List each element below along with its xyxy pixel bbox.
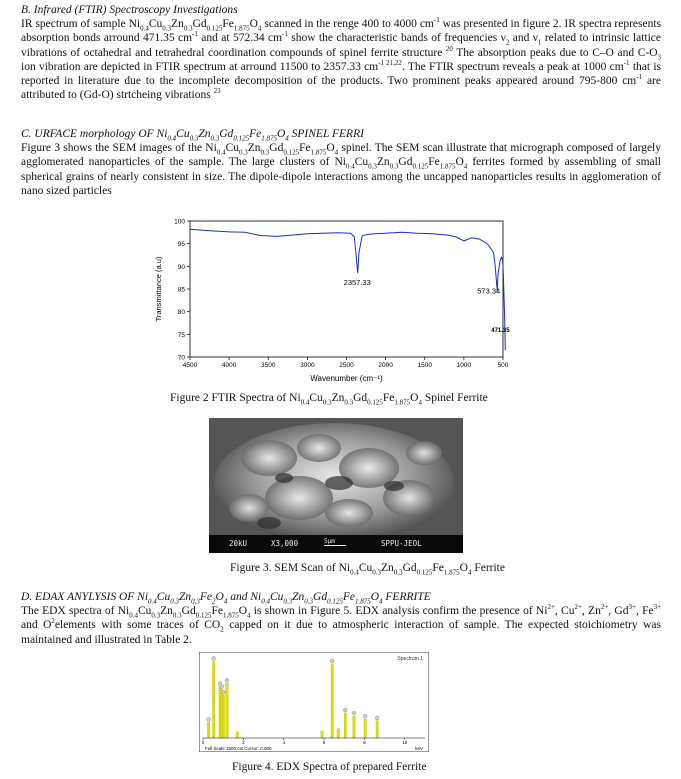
edx-chart-svg [199, 652, 429, 752]
ftir-xtick-label: 1500 [417, 362, 432, 369]
section-b-paragraph: IR spectrum of sample $Ni_{0.4}Cu_{0.3}Zn_{0.3}Gd_{0.125}Fe_{1.875}O_4$ scanned in the renge 400 to 4000 $cm^{-1}$ was presented in figure 2. IR spectra represents absorption bonds arround 471.35 $cm^{-1}$ and at 572.34 $cm^{-1}$ show the characteristic bands of frequencies $\nu_2$ and $\nu_1$ related to intrinsic lattice vibrations of octahedral and tetrahedral coordination compounds of spinel ferrite structure $^{20}$ The absorption peaks due to C–O and $C-O_3$ ion vibration are depicted in FTIR spectrum at arround 11500 to 2357.33 $cm^{-1 21,22}$. The FTIR spectrum reveals a peak at 1000 $cm^{-1}$ that is reported in literature due to the incomplete decomposition of the products. Two prominent peaks appeared around 795-800 $cm^{-1}$ are attributed to (Gd-O) strtcheing vibrations $^{23}$ [21, 16, 662, 102]
ftir-chart [148, 215, 523, 387]
edx-xtick-label: 0 [201, 740, 205, 745]
ftir-ytick-label: 95 [177, 241, 185, 249]
edx-peak-bar [222, 695, 224, 738]
edx-peak-marker [343, 708, 347, 712]
ftir-chart-svg [148, 215, 523, 387]
edx-peak-bar [212, 662, 214, 738]
edx-xtick-label: 10 [402, 740, 408, 745]
edx-peak-marker [221, 690, 225, 694]
ftir-yaxis-label: Transmittance (a.u) [154, 256, 163, 322]
section-d-paragraph: The EDX spectra of $Ni_{0.4}Cu_{0.3}Zn_{0.3}Gd_{0.125}Fe_{1.875}O_4$ is shown in Figure 5. EDX analysis confirm the presence of $Ni^{2+}$, $Cu^{2+}$, $Zn^{2+}$, $Gd^{3+}$, $Fe^{3+}$ and $O^2elements$ with some traces of $CO_2$ capped on it due to atmospheric interaction of sample. The expected stoichiometry was maintained and illustrated in Table 2. [21, 603, 662, 646]
ftir-xtick-label: 2000 [378, 362, 393, 369]
edx-footer: Full Scale 1500 cts Cursor: 0.000 [205, 746, 272, 751]
ftir-xtick-label: 4000 [221, 362, 237, 369]
edx-xtick-label: 4 [282, 740, 285, 745]
edx-peak-marker [220, 685, 224, 689]
figure-3-caption: Figure 3. SEM Scan of $Ni_{0.4}Cu_{0.3}Zn_{0.3}Gd_{0.125}Fe_{1.875}O_4$ Ferrite [230, 562, 505, 577]
edx-chart [199, 652, 429, 752]
edx-spectrum-title: Spectrum 1 [397, 656, 423, 662]
edx-peak-bar [376, 721, 378, 738]
edx-peak-bar [364, 719, 366, 738]
ftir-plot-frame [190, 221, 503, 357]
edx-xtick-label: 2 [242, 740, 245, 745]
sem-scale-bar: 5μm [324, 538, 346, 546]
ftir-ytick-label: 80 [177, 309, 185, 317]
ftir-series-line [190, 229, 505, 350]
edx-peak-bar [207, 722, 209, 738]
sem-lab: SPPU-JEOL [381, 539, 422, 548]
ftir-ytick-label: 70 [177, 354, 185, 362]
edx-peak-bar [226, 683, 228, 738]
sem-magnification: X3,000 [271, 539, 299, 548]
edx-peak-bar [236, 732, 238, 738]
edx-peak-marker [352, 711, 356, 715]
section-b-heading: B. Infrared (FTIR) Spectroscopy Investigations [21, 4, 238, 16]
ftir-xtick-label: 3000 [300, 362, 315, 369]
section-b [21, 3, 661, 103]
section-d [21, 590, 661, 647]
edx-peak-marker [363, 714, 367, 718]
ftir-ytick-label: 85 [177, 286, 185, 294]
edx-peak-marker [207, 717, 211, 721]
edx-xtick-label: 8 [363, 740, 366, 745]
edx-peak-marker [330, 659, 334, 663]
ftir-ytick-label: 100 [174, 218, 185, 226]
edx-peak-bar [321, 731, 323, 738]
ftir-xtick-label: 4500 [182, 362, 198, 369]
ftir-xtick-label: 3500 [261, 362, 276, 369]
section-d-heading: D. EDAX ANYLYSIS OF $Ni_{0.4}Cu_{0.3}Zn_{0.3}Fe_2O_4$ and $Ni_{0.4}Cu_{0.3}Zn_{0.3}Gd_{0.125}Fe_{1.875}O_4$ FERRITE [21, 591, 431, 606]
ftir-xtick-label: 1000 [456, 362, 472, 369]
section-c-paragraph: Figure 3 shows the SEM images of the $Ni_{0.4}Cu_{0.3}Zn_{0.3}Gd_{0.125}Fe_{1.875}O_4$ spinel. The SEM scan illustrate that micrograph composed of largely agglomerated nanoparticles of the sample. The large clusters of $Ni_{0.4}Cu_{0.3}Zn_{0.3}Gd_{0.125}Fe_{1.875}O_4$ ferrites formed by assembling of small spherical grains of nearly consistent in size. The dipole-dipole interactions among the uncapped nanoparticles results in agglomeration of nano sized particles [21, 142, 662, 197]
ftir-xaxis-label: Wavenumber (cm⁻¹) [310, 374, 383, 383]
section-c-heading: C. URFACE morphology OF $Ni_{0.4}Cu_{0.3}Zn_{0.3}Gd_{0.125}Fe_{1.875}O_4$ SPINEL FERRI [21, 128, 364, 143]
edx-peak-marker [212, 657, 216, 661]
figure-2-caption: Figure 2 FTIR Spectra of $Ni_{0.4}Cu_{0.3}Zn_{0.3}Gd_{0.125}Fe_{1.875}O_4$ Spinel Ferrite [170, 392, 488, 407]
edx-xtick-label: 6 [322, 740, 326, 745]
edx-unit-label: keV [415, 746, 423, 751]
edx-peak-bar [331, 664, 333, 738]
ftir-ytick-label: 90 [177, 263, 185, 271]
figure-4-caption: Figure 4. EDX Spectra of prepared Ferrite [232, 761, 427, 773]
edx-peak-marker [375, 716, 379, 720]
ftir-peak-label: 2357.33 [343, 278, 371, 288]
ftir-peak-label: 471.35 [491, 327, 510, 334]
ftir-ytick-label: 75 [177, 331, 185, 339]
edx-peak-bar [337, 729, 339, 738]
sem-info-bar [209, 536, 463, 552]
ftir-xtick-label: 2500 [339, 362, 354, 369]
sem-kv: 20kU [229, 539, 248, 548]
sem-micrograph [209, 418, 463, 553]
ftir-peak-label: 573.34 [477, 286, 501, 296]
ftir-xtick-label: 500 [497, 362, 509, 369]
edx-peak-bar [353, 716, 355, 738]
edx-peak-marker [225, 678, 229, 682]
edx-frame [199, 652, 429, 752]
section-c [21, 127, 661, 198]
sem-image [209, 418, 463, 553]
edx-peak-bar [344, 713, 346, 738]
